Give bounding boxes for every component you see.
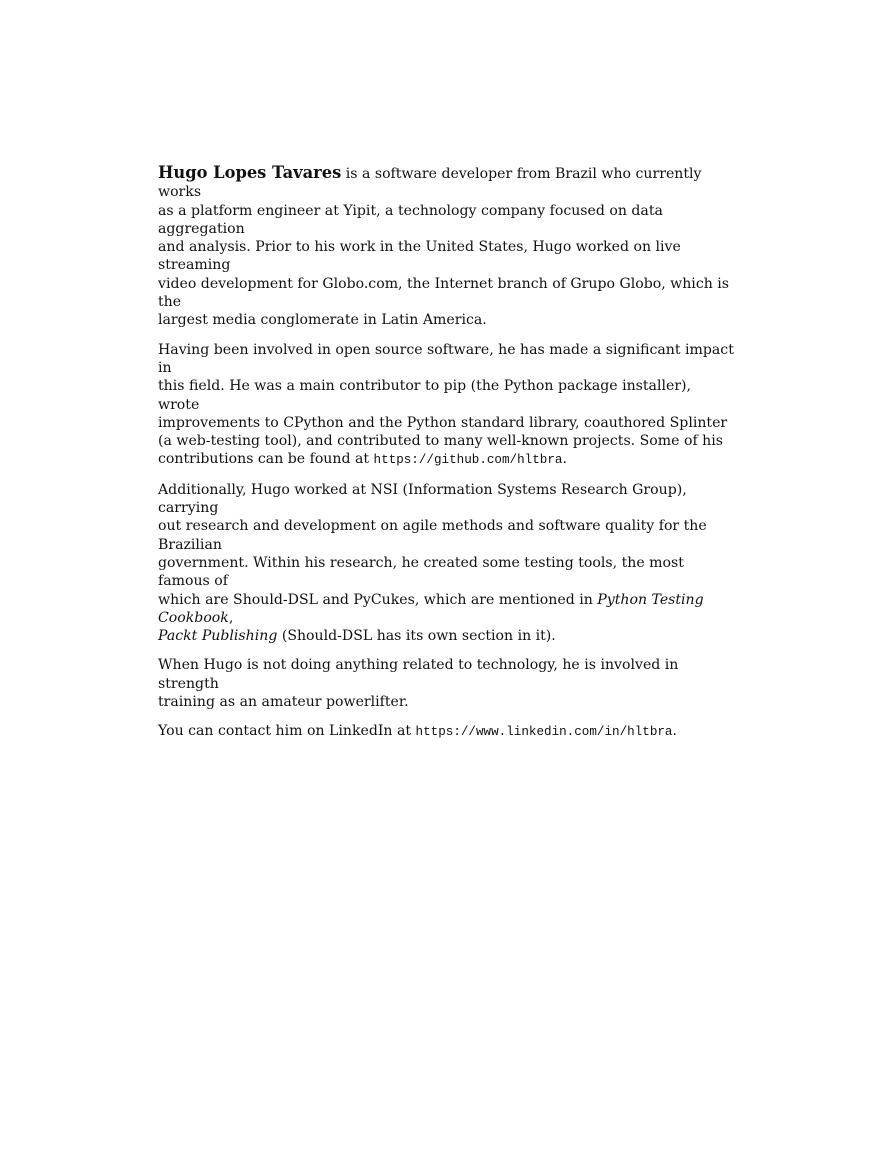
linkedin-url[interactable]: https://www.linkedin.com/in/hltbra bbox=[415, 725, 673, 740]
publisher-name: Packt Publishing bbox=[158, 628, 278, 645]
research-end: (Should-DSL has its own section in it). bbox=[277, 628, 556, 645]
bio-paragraph-contact bbox=[158, 722, 736, 741]
author-bio bbox=[158, 164, 736, 753]
open-source-text: Having been involved in open source software, he has made a significant impact in this field. He was a main contributor to pip (the Python package installer), wrote improvements to CPython and the Python standard library, coauthored Splinter (a web-testing tool), and contributed to many well-known projects. Some of his contributions can be found at bbox=[158, 341, 734, 468]
contact-end: . bbox=[672, 723, 677, 740]
research-text: Additionally, Hugo worked at NSI (Information Systems Research Group), carrying out research and development on agile methods and software quality for the Brazilian government. Within his research, he created some testing tools, the most famous of which are Should-DSL and PyCukes, which are mentioned in bbox=[158, 481, 707, 608]
intro-text: is a software developer from Brazil who currently works as a platform engineer at Yipit, a technology company focused on data aggregation and analysis. Prior to his work in the United States, Hugo worked on live streaming video development for Globo.com, the Internet branch of Grupo Globo, which is the largest media conglomerate in Latin America. bbox=[158, 166, 730, 329]
research-comma: , bbox=[228, 609, 234, 626]
hobby-text: When Hugo is not doing anything related to technology, he is involved in strength training as an amateur powerlifter. bbox=[158, 657, 679, 711]
bio-paragraph-intro bbox=[158, 164, 736, 330]
book-title: Python Testing Cookbook bbox=[158, 591, 704, 626]
github-url[interactable]: https://github.com/hltbra bbox=[373, 453, 563, 468]
bio-paragraph-hobby bbox=[158, 656, 736, 711]
open-source-end: . bbox=[562, 451, 567, 468]
bio-paragraph-research bbox=[158, 481, 736, 646]
contact-text: You can contact him on LinkedIn at bbox=[158, 723, 416, 740]
author-name: Hugo Lopes Tavares bbox=[158, 163, 342, 182]
bio-paragraph-open-source bbox=[158, 341, 736, 470]
